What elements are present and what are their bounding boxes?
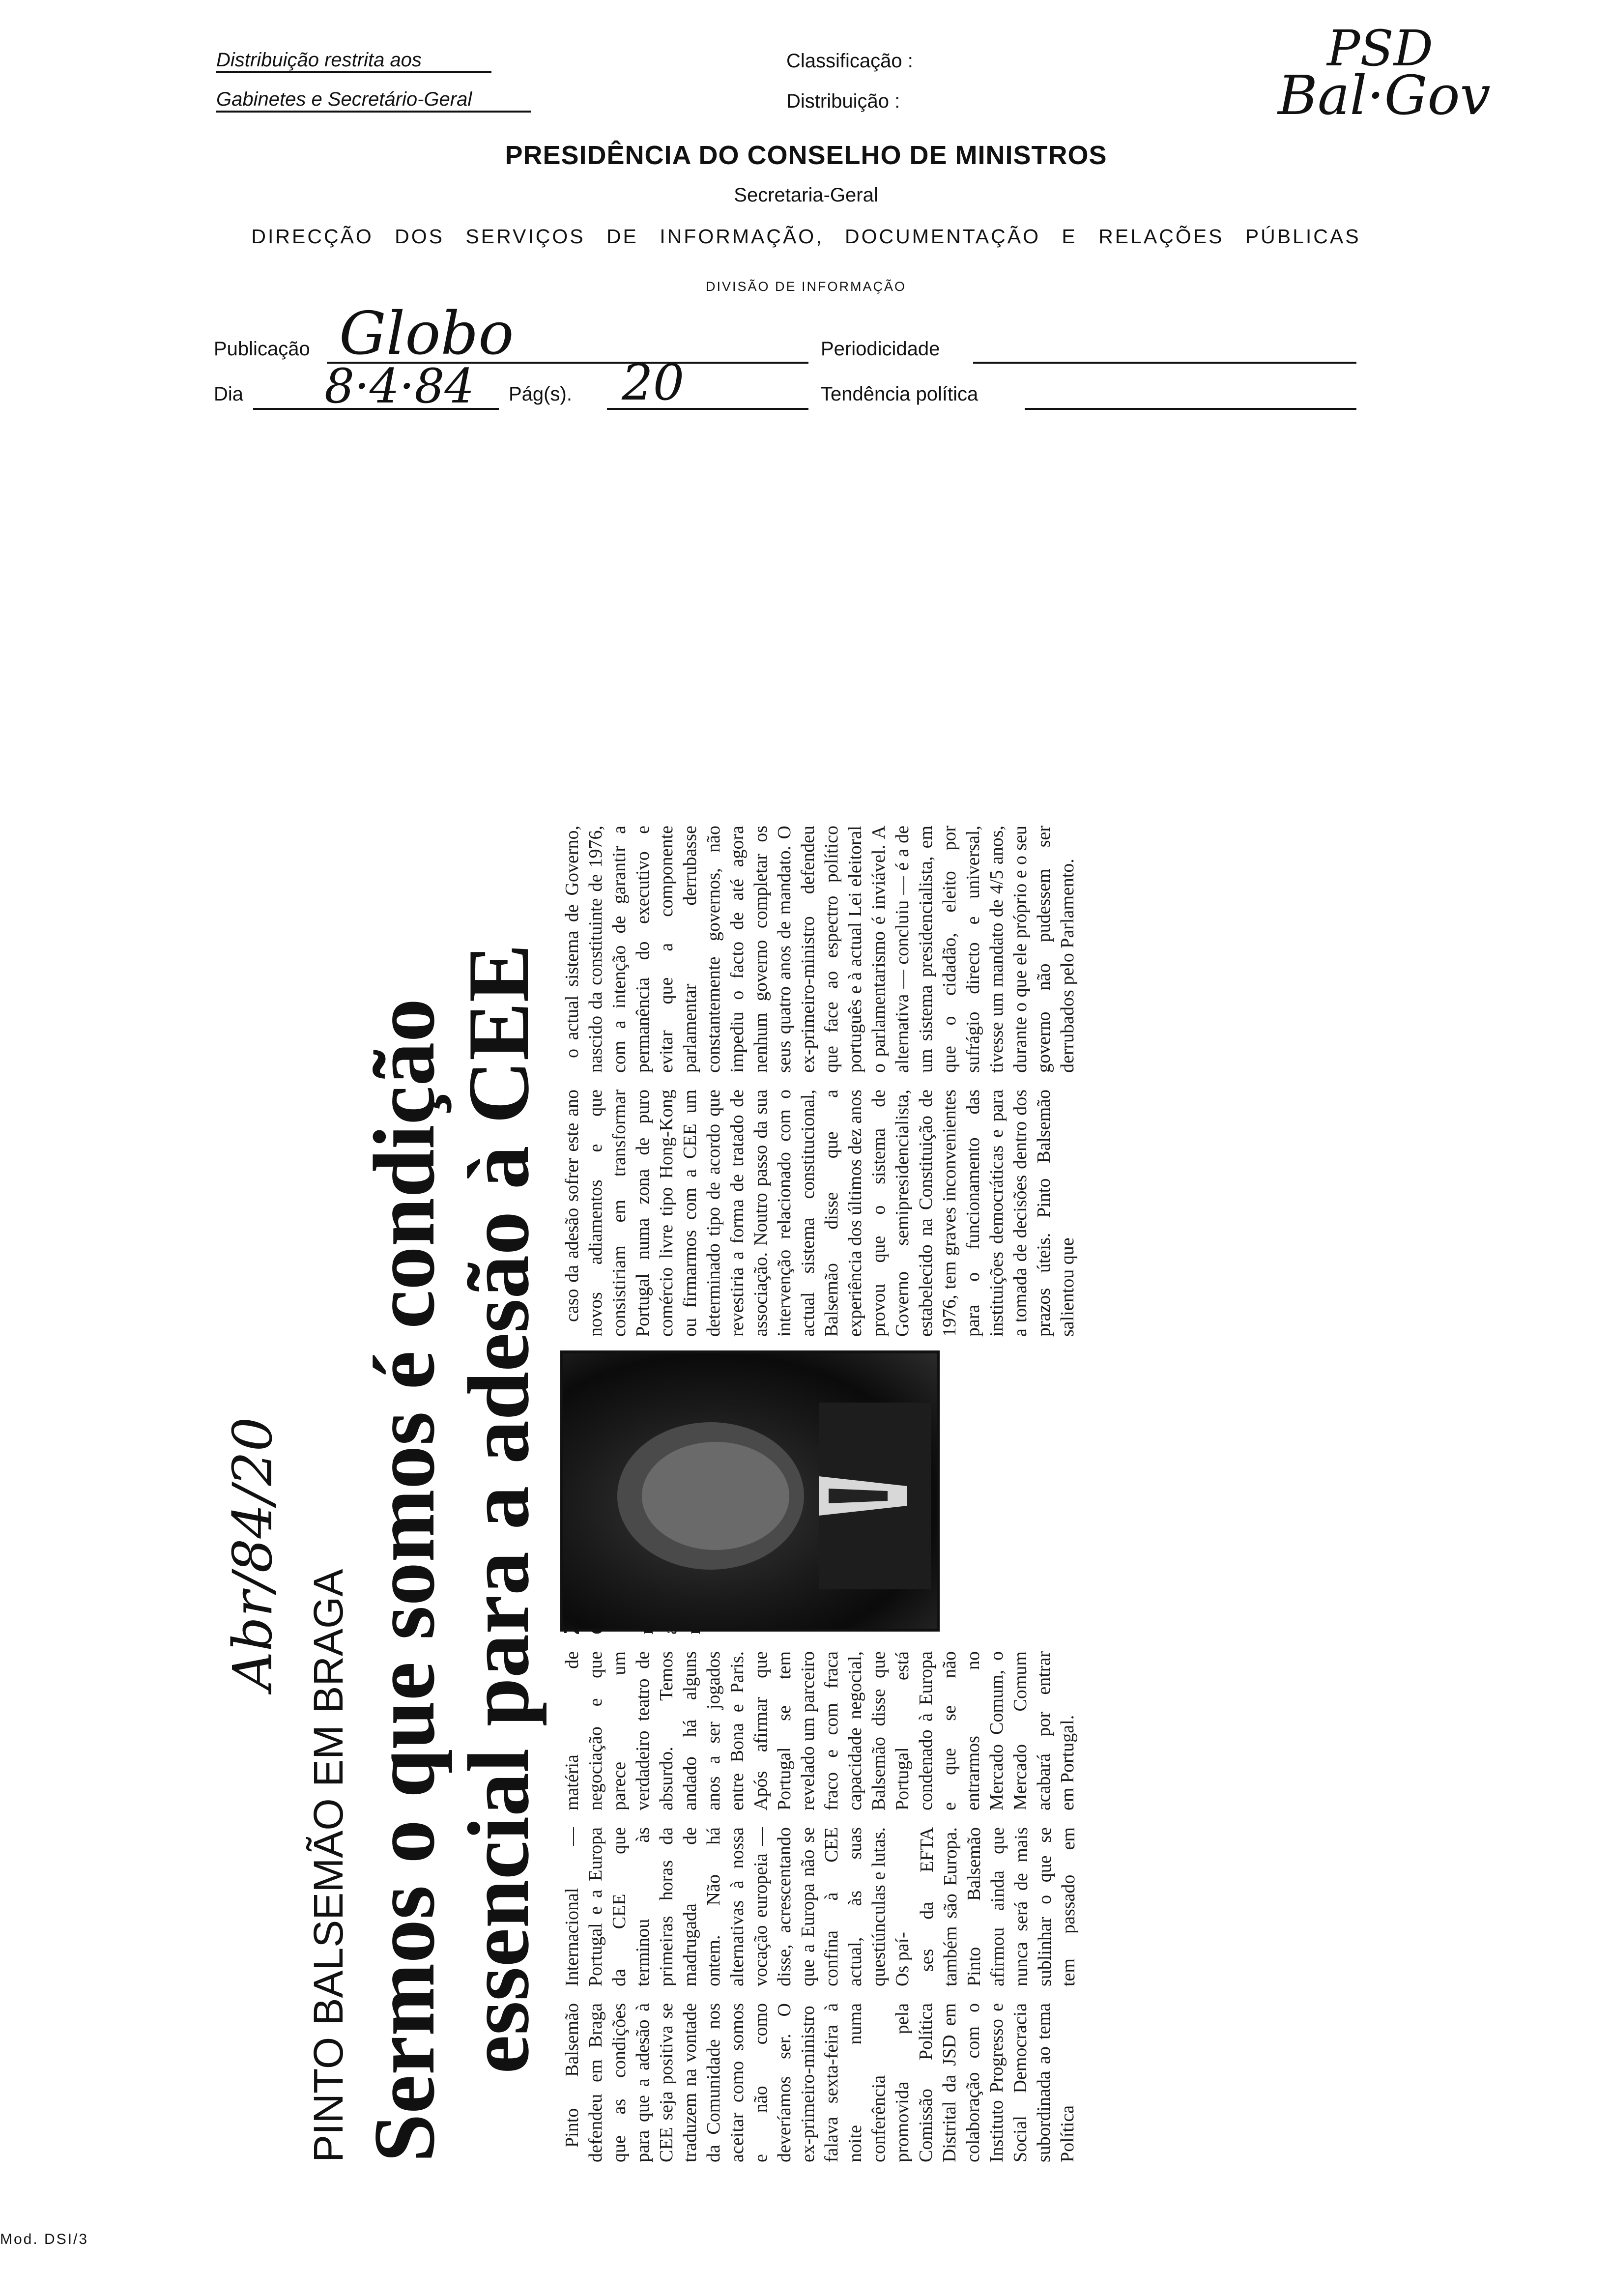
restricted-distribution-line2: Gabinetes e Secretário-Geral bbox=[216, 88, 531, 113]
division-line: DIVISÃO DE INFORMAÇÃO bbox=[705, 279, 907, 294]
periodicity-label: Periodicidade bbox=[821, 338, 940, 360]
article-columns-right bbox=[560, 826, 1091, 1337]
day-label: Dia bbox=[214, 383, 244, 405]
newspaper-clipping bbox=[221, 816, 1160, 2172]
publication-label: Publicação bbox=[214, 338, 310, 360]
article-photo bbox=[560, 1350, 940, 1632]
headline-line-1: Sermos o que somos é condição bbox=[355, 998, 453, 2162]
restricted-distribution-line1: Distribuição restrita aos bbox=[216, 49, 491, 73]
periodicity-field-line bbox=[973, 362, 1356, 364]
day-handwritten: 8·4·84 bbox=[324, 359, 475, 414]
handwritten-annotation-top: PSD bbox=[1327, 20, 1433, 77]
headline-line-2: essencial para a adesão à CEE bbox=[450, 944, 547, 2074]
pages-label: Pág(s). bbox=[509, 383, 572, 405]
secretariat-subtitle: Secretaria-Geral bbox=[734, 184, 878, 206]
article-paragraph-col4: o actual sistema de Governo, nascido da constituinte de 1976, com a intenção de garantir a permanência do executivo e evitar que a componente parlamentar derrubasse constantemente governos, não impediu o facto de até agora nenhum governo completar os seus quatro anos de mandato. O ex-primeiro-ministro defendeu que face ao espectro político português e à actual Lei eleitoral o parlamentarismo é inviável. A alternativa — concluiu — é a de um sistema presidencialista, em que o cidadão, eleito por sufrágio directo e universal, tivesse um mandato de 4/5 anos, durante o que ele próprio e o seu governo não pudessem ser derrubados pelo Parlamento. bbox=[562, 826, 1078, 1073]
institution-title: PRESIDÊNCIA DO CONSELHO DE MINISTROS bbox=[505, 141, 1107, 170]
article-paragraph-col1: Pinto Balsemão defendeu em Braga que as condições para que a adesão à CEE seja positiva se traduzem na vontade da Comunidade nos aceitar como somos e não como deveríamos ser. O ex-primeiro-ministro falava sexta-feira à noite numa conferência promovida pela Comissão Política Distrital da JSD em colaboração com o Instituto Progresso e Social Democracia subordinada ao tema Política Internacional — Portugal e a Europa da CEE que terminou às primeiras horas da madrugada de ontem. Não há alternativas à nossa vocação europeia — disse, acrescentando que a Europa não se confina à CEE actual, às suas questiúnculas e lutas. Os paí- bbox=[562, 1827, 1078, 2162]
article-kicker: PINTO BALSEMÃO EM BRAGA bbox=[305, 1569, 351, 2162]
form-model-code: Mod. DSI/3 bbox=[0, 2231, 89, 2247]
directorate-line: DIRECÇÃO DOS SERVIÇOS DE INFORMAÇÃO, DOCUMENTAÇÃO E RELAÇÕES PÚBLICAS bbox=[251, 225, 1361, 248]
publication-handwritten: Globo bbox=[339, 300, 514, 368]
classification-label: Classificação : bbox=[786, 50, 913, 72]
tendency-label: Tendência política bbox=[821, 383, 979, 405]
distribution-label: Distribuição : bbox=[786, 90, 900, 112]
tendency-field-line bbox=[1025, 408, 1356, 410]
article-paragraph-col2: ses da EFTA também são Europa. Pinto Balsemão afirmou ainda que nunca será de mais sublinhar o que se tem passado em matéria de negociação e que parece um verdadeiro teatro de absurdo. Temos andado há alguns anos a ser jogados entre Bona e Paris. Após afirmar que Portugal se tem revelado um parceiro fraco e com fraca capacidade negocial, Balsemão disse que Portugal está condenado à Europa e que se não entrarmos no Mercado Comum, o Mercado Comum acabará por entrar em Portugal. bbox=[562, 1651, 1079, 1986]
pages-handwritten: 20 bbox=[622, 354, 685, 411]
handwritten-annotation-top-2: Bal·Gov bbox=[1278, 64, 1491, 127]
article-columns-left bbox=[560, 1651, 1091, 2162]
article-paragraph-col3: caso da adesão sofrer este ano novos adiamentos e que consistiriam em transformar Portugal numa zona de puro comércio livre tipo Hong-Kong ou firmarmos com a CEE um determinado tipo de acordo que revestiria a forma de tratado de associação. Noutro passo da sua intervenção relacionado com o actual sistema constitucional, Balsemão disse que a experiência dos últimos dez anos provou que o sistema de Governo semipresidencialista, estabelecido na Constituição de 1976, tem graves inconvenientes para o funcionamento das instituições democráticas e para a tomada de decisões dentro dos prazos úteis. Pinto Balsemão salientou que bbox=[562, 1090, 1078, 1337]
portrait-photo-placeholder bbox=[563, 1359, 931, 1629]
handwritten-annotation-clipping: Abr/84/20 bbox=[221, 1417, 284, 1691]
